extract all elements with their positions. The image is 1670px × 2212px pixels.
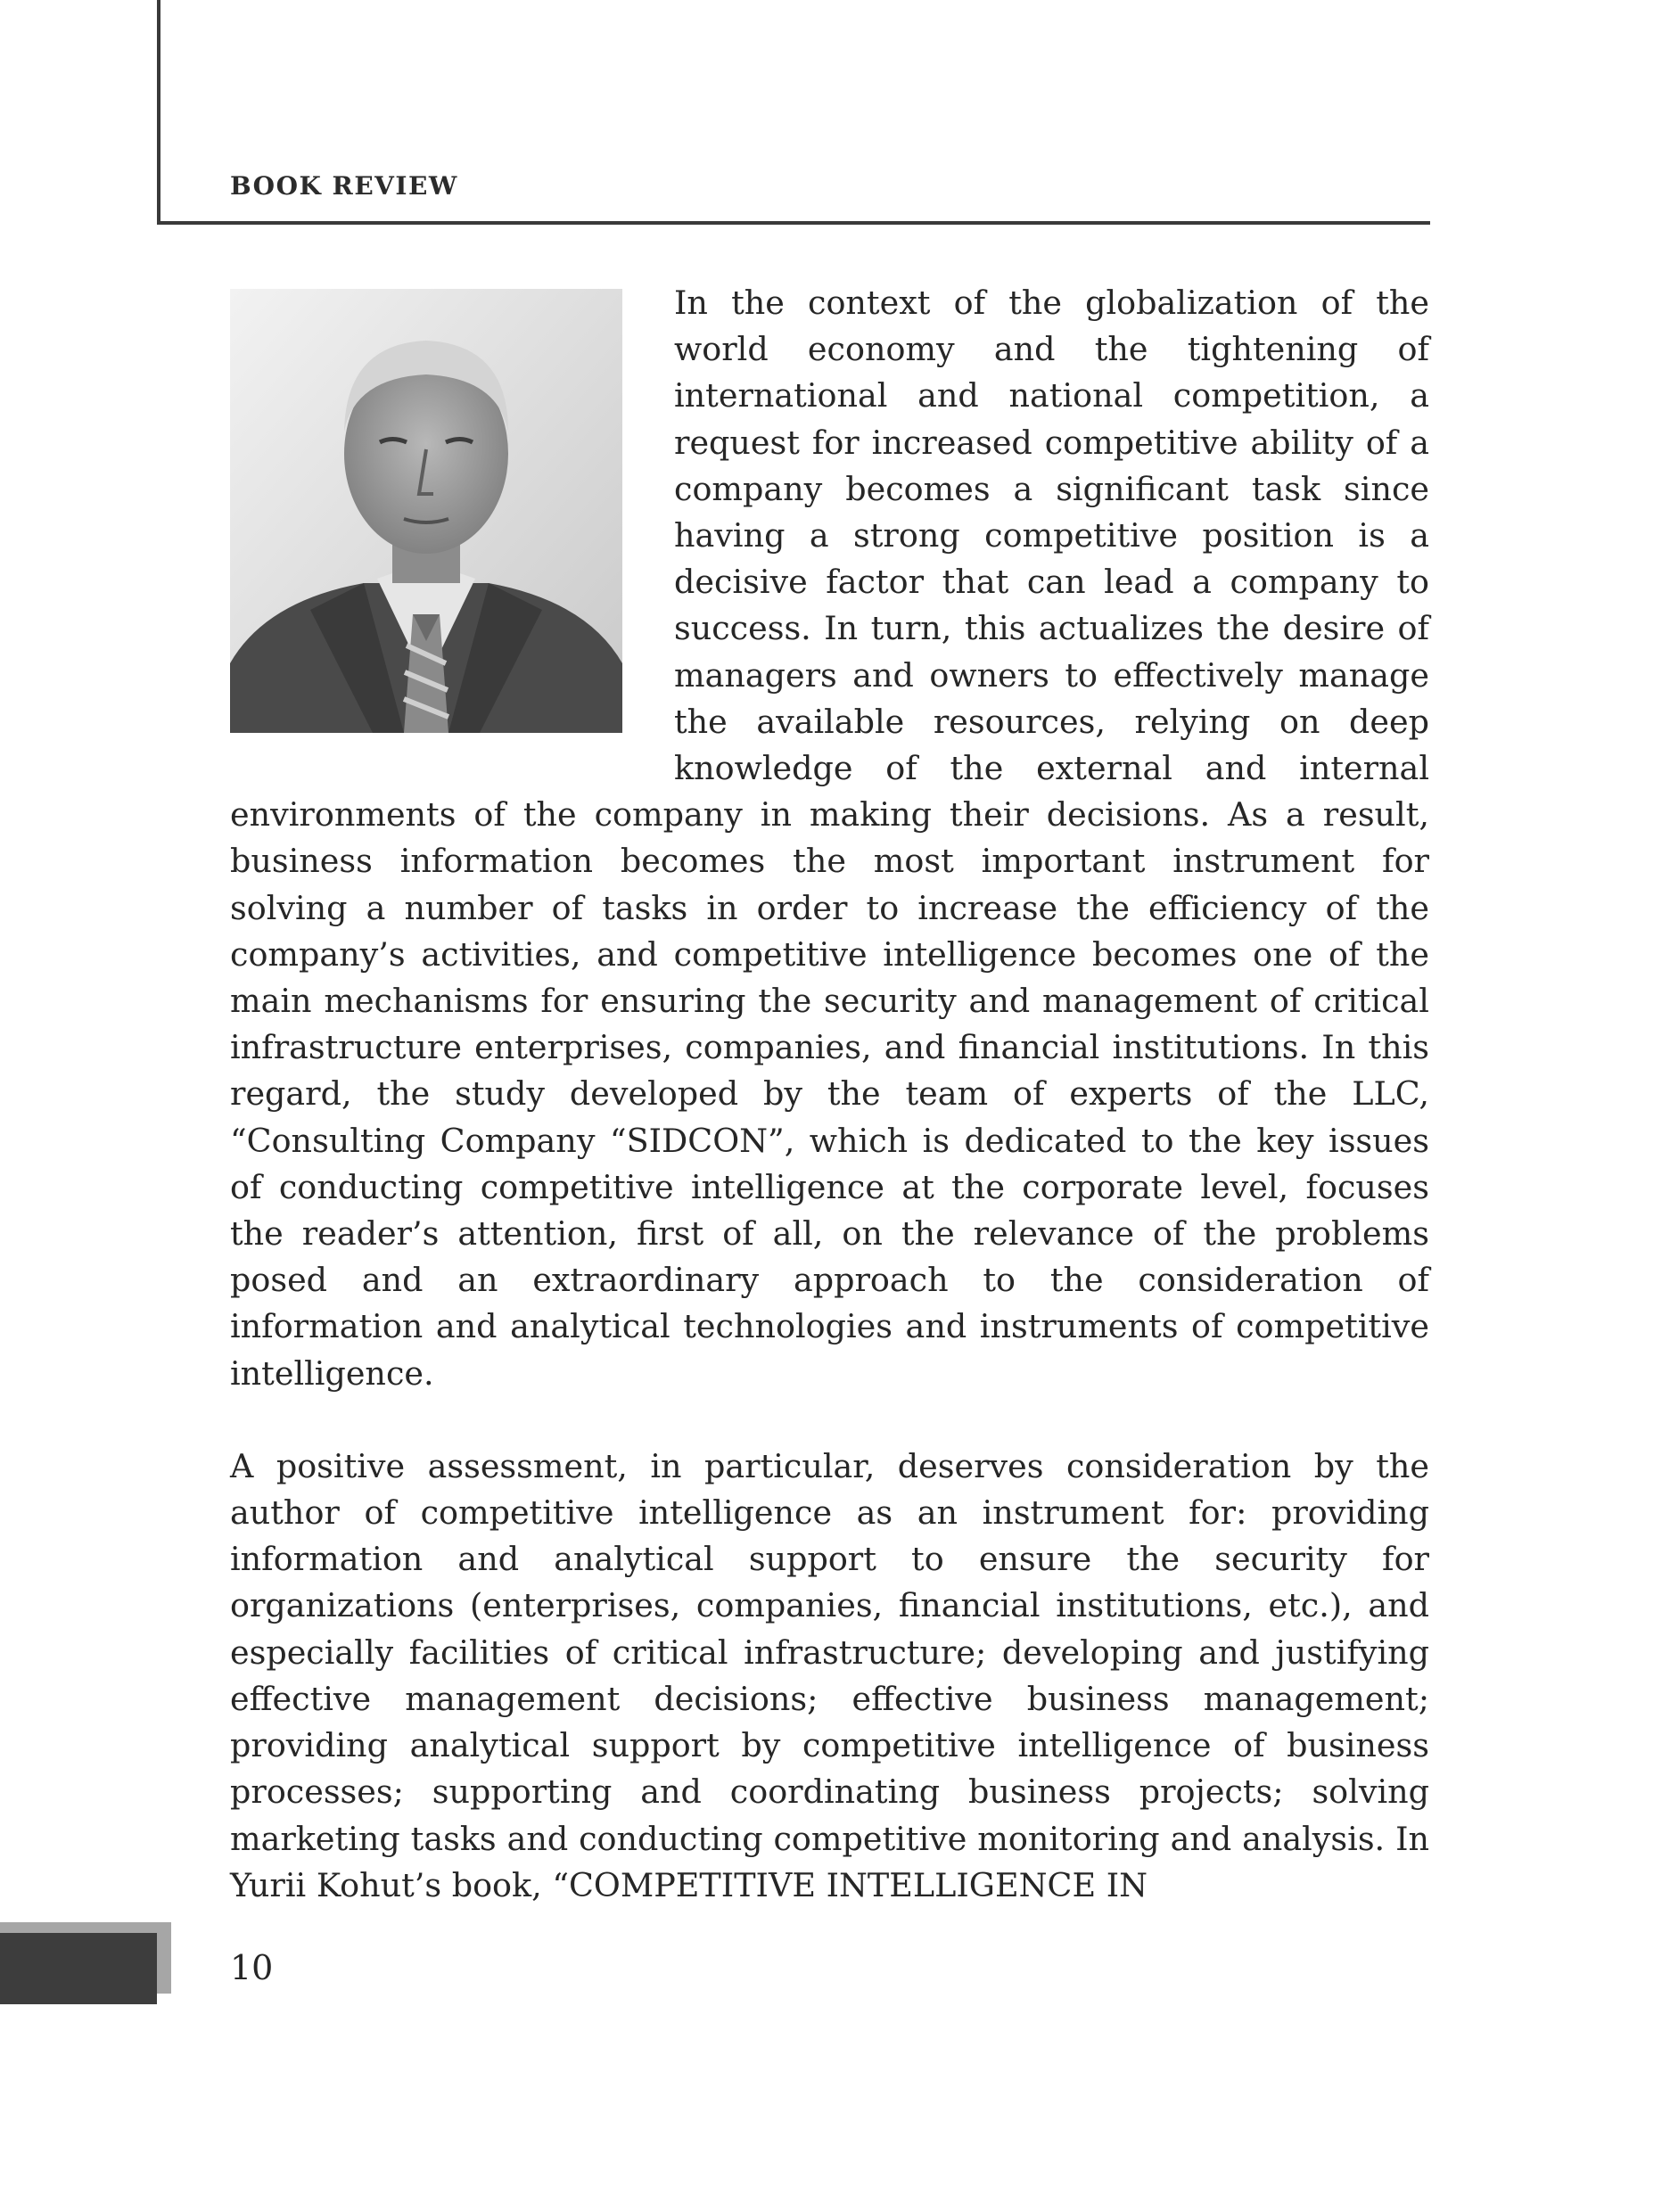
section-label: BOOK REVIEW (230, 171, 458, 201)
page-tab (0, 1933, 157, 2004)
header-vertical-rule (157, 0, 160, 225)
paragraph-1: In the context of the globalization of the world economy and the tightening of international and national competition, a request for increased competitive ability of a company becomes a significant task since having a strong competitive position is a decisive factor that can lead a company to success. In turn, this actualizes the desire of managers and owners to effectively manage the available resources, relying on deep knowledge of the external and internal environments of the company in making their decisions. As a result, business information becomes the most important instrument for solving a number of tasks in order to increase the efficiency of the company’s activities, and competitive intelligence becomes one of the main mechanisms for ensuring the security and management of critical infrastructure enterprises, companies, and financial institutions. In this regard, the study developed by the team of experts of the LLC, “Consulting Company “SIDCON”, which is dedicated to the key issues of conducting competitive intelligence at the corporate level, focuses the reader’s attention, first of all, on the relevance of the problems posed and an extraordinary approach to the consideration of information and analytical technologies and instruments of competitive intelligence. (230, 284, 1429, 1393)
article-body (230, 280, 1429, 1909)
page-number: 10 (230, 1948, 274, 1987)
paragraph-2: A positive assessment, in particular, deserves consideration by the author of competitive intelligence as an instrument for: providing information and analytical support to ensure the security for organizations (enterprises, companies, financial institutions, etc.), and especially facilities of critical infrastructure; developing and justifying effective management decisions; effective business management; providing analytical support by competitive intelligence of business processes; supporting and coordinating business projects; solving marketing tasks and conducting competitive monitoring and analysis. In Yurii Kohut’s book, “COMPETITIVE INTELLIGENCE IN (230, 1446, 1429, 1904)
header-horizontal-rule (157, 221, 1430, 225)
author-portrait (230, 289, 622, 733)
person-portrait-icon (230, 289, 622, 733)
